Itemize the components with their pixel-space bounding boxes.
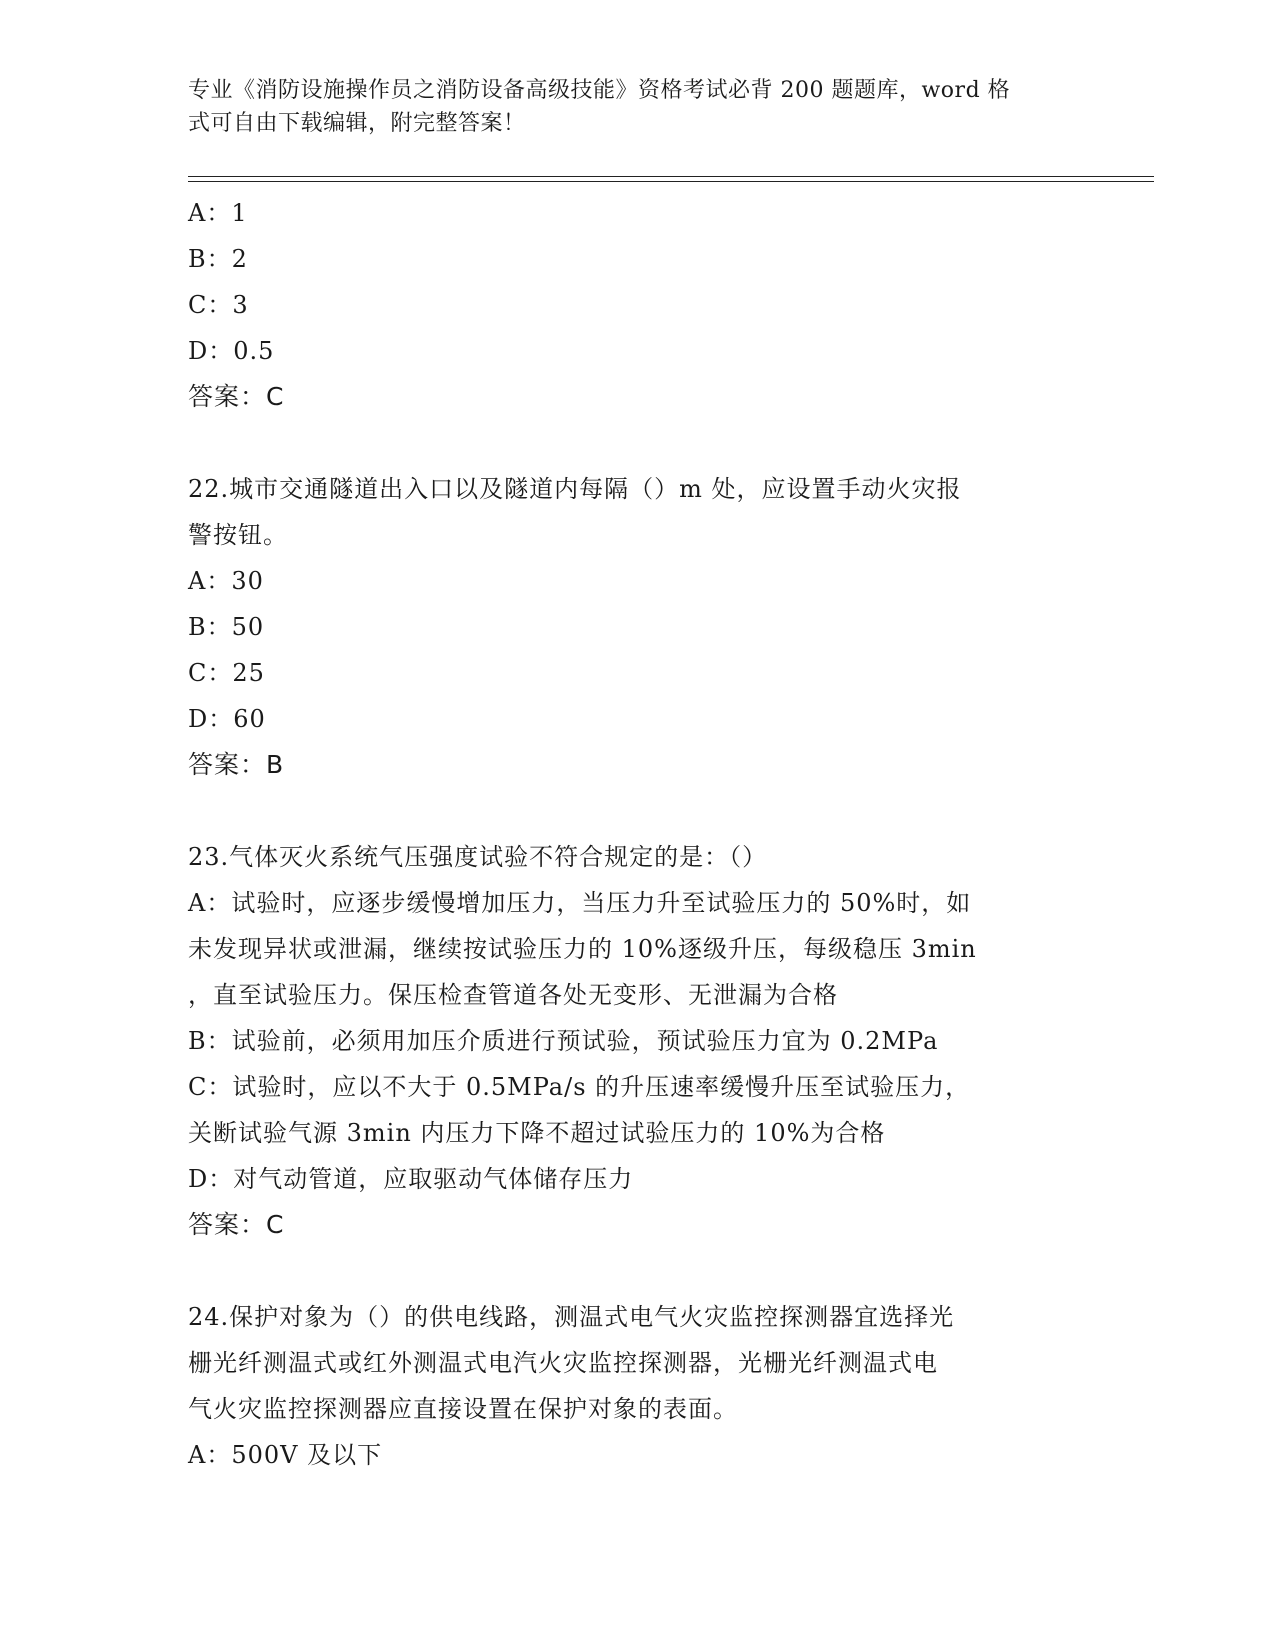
spacer [188,420,1088,466]
option-d: D：对气动管道，应取驱动气体储存压力 [188,1165,634,1193]
question-stem-line: 24.保护对象为（）的供电线路，测温式电气火灾监控探测器宜选择光 [188,1303,955,1331]
option-a: A：30 [188,567,264,595]
question-stem-line: 警按钮。 [188,521,288,549]
question-23 [188,834,1088,1248]
option-a: A：500V 及以下 [188,1441,383,1469]
option-a-continued: 未发现异状或泄漏，继续按试验压力的 10%逐级升压，每级稳压 3min [188,935,977,963]
option-c: C：3 [188,291,249,319]
header-line-2: 式可自由下载编辑，附完整答案！ [188,111,526,136]
question-stem-line: 气火灾监控探测器应直接设置在保护对象的表面。 [188,1395,738,1423]
answer-line: 答案：B [188,750,285,779]
header-line-1: 专业《消防设施操作员之消防设备高级技能》资格考试必背 200 题题库，word 格 [188,78,1011,103]
option-b: B：2 [188,245,248,273]
answer-line: 答案：C [188,1210,285,1239]
question-list [188,190,1088,1478]
header-divider-top [188,176,1154,177]
question-stem-line: 23.气体灭火系统气压强度试验不符合规定的是：（） [188,843,768,871]
question-stem-line: 22.城市交通隧道出入口以及隧道内每隔（）m 处，应设置手动火灾报 [188,475,962,503]
option-c: C：25 [188,659,265,687]
question-21 [188,190,1088,420]
question-22 [188,466,1088,788]
question-24 [188,1294,1088,1478]
option-a: A：1 [188,199,248,227]
header-divider-bottom [188,181,1154,182]
option-b: B：试验前，必须用加压介质进行预试验，预试验压力宜为 0.2MPa [188,1027,939,1055]
option-b: B：50 [188,613,265,641]
option-d: D：60 [188,705,266,733]
option-d: D：0.5 [188,337,275,365]
option-a: A：试验时，应逐步缓慢增加压力，当压力升至试验压力的 50%时，如 [188,889,972,917]
option-c: C：试验时，应以不大于 0.5MPa/s 的升压速率缓慢升压至试验压力， [188,1073,971,1101]
option-c-continued: 关断试验气源 3min 内压力下降不超过试验压力的 10%为合格 [188,1119,886,1147]
answer-line: 答案：C [188,382,285,411]
question-stem-line: 栅光纤测温式或红外测温式电汽火灾监控探测器，光栅光纤测温式电 [188,1349,938,1377]
spacer [188,788,1088,834]
option-a-continued: ，直至试验压力。保压检查管道各处无变形、无泄漏为合格 [188,981,838,1009]
document-header [188,74,1068,140]
spacer [188,1248,1088,1294]
